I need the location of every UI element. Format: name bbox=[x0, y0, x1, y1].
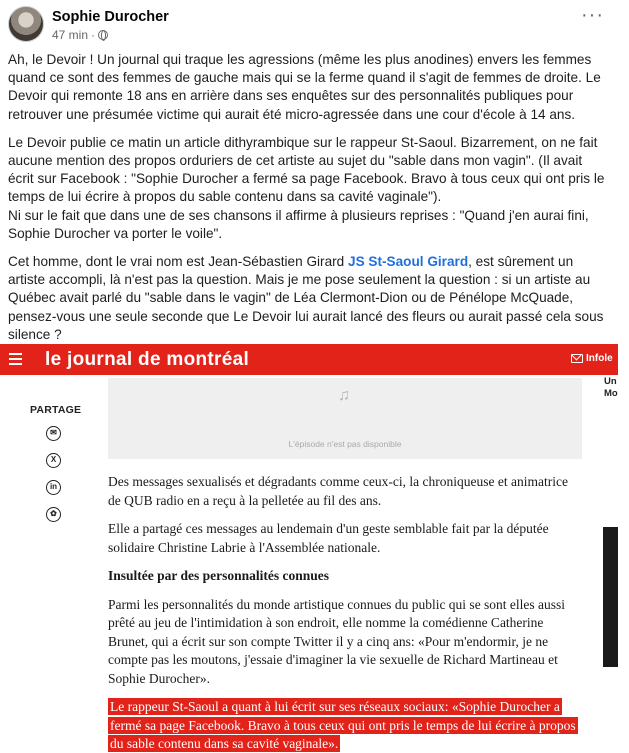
article-paragraph: Parmi les personnalités du monde artistique connues du public qui se sont elles aussi prêté au jeu de l'intimidation à son endroit, elle nomme la comédienne Catherine Brunet, qui a écrit sur son compte Twitter il y a cinq ans: «Pour m'endormir, je ne compte pas les moutons, j'essaie d'imaginer la vie sexuelle de Richard Martineau et Sophie Durocher». bbox=[108, 596, 566, 686]
article-paragraph: Elle a partagé ces messages au lendemain d'un geste semblable fait par la députée solidaire Christine Labrie à l'Assemblée nationale. bbox=[108, 521, 549, 555]
highlighted-quote: Le rappeur St-Saoul a quant à lui écrit sur ses réseaux sociaux: «Sophie Durocher a fermé sa page Facebook. Bravo à tous ceux qui ont pris le temps de lui écrire à propos du sable contenu dans sa cavité vaginale». bbox=[110, 699, 576, 751]
sidebar-clipped-text: Un Mo bbox=[604, 376, 618, 399]
site-header bbox=[0, 344, 618, 375]
post-meta bbox=[52, 28, 108, 42]
avatar[interactable] bbox=[8, 6, 44, 42]
post-text: , est sûrement un artiste accompli, là n'est pas la question. Mais je me pose seulement la question : si un artiste au Québec avait parlé du "sable dans le vagin" de Léa Clermont-Dion ou de Pénélope McQuade, pensez-vous une seule seconde que Le Devoir lui aurait lancé des fleurs ou aurait passé cela sous silence ? bbox=[8, 254, 604, 342]
menu-icon[interactable] bbox=[9, 353, 22, 365]
post-author[interactable]: Sophie Durocher bbox=[52, 9, 169, 25]
share-bluesky-icon[interactable]: ✿ bbox=[46, 507, 61, 522]
globe-icon bbox=[98, 30, 108, 40]
site-logo[interactable]: le journal de montréal bbox=[45, 349, 250, 370]
post-time[interactable]: 47 min bbox=[52, 28, 89, 42]
article-paragraph: Des messages sexualisés et dégradants comme ceux-ci, la chroniqueuse et animatrice de QUB radio en a reçu à la pelletée au fil des ans. bbox=[108, 474, 568, 508]
meta-separator: · bbox=[91, 28, 96, 42]
newsletter-label: Infole bbox=[586, 353, 613, 364]
audio-player[interactable] bbox=[108, 378, 582, 459]
share-label: PARTAGE bbox=[30, 404, 82, 416]
post-paragraph bbox=[8, 253, 608, 344]
profile-mention-link[interactable]: JS St-Saoul Girard bbox=[348, 254, 469, 270]
audio-unavailable-text: L'épisode n'est pas disponible bbox=[288, 439, 402, 449]
article-screenshot bbox=[0, 344, 618, 753]
newsletter-button[interactable] bbox=[571, 353, 613, 364]
mail-icon bbox=[571, 354, 583, 363]
music-note-icon: ♫ bbox=[338, 387, 350, 404]
post-text: Cet homme, dont le vrai nom est Jean-Sébastien Girard bbox=[8, 254, 349, 270]
share-email-icon[interactable]: ✉ bbox=[46, 426, 61, 441]
sidebar-ad bbox=[603, 527, 618, 667]
more-options-icon[interactable]: ··· bbox=[581, 4, 604, 26]
post-paragraph: Ni sur le fait que dans une de ses chansons il affirme à plusieurs reprises : "Quand j'en aurai fini, Sophie Durocher va porter le voile". bbox=[8, 207, 589, 241]
post-paragraph: Le Devoir publie ce matin un article dithyrambique sur le rappeur St-Saoul. Bizarrement, on ne fait aucune mention des propos orduriers de cet artiste au sujet du "sable dans mon vagin". (Il avait écrit sur Facebook : "Sophie Durocher a fermé sa page Facebook. Bravo à tous ceux qui ont pris le temps de lui écrire à propos du sable contenu dans sa cavité vaginale"). bbox=[8, 134, 605, 205]
article-body bbox=[108, 473, 578, 753]
facebook-post bbox=[0, 0, 618, 340]
article-subheading: Insultée par des personnalités connues bbox=[108, 568, 330, 583]
share-linkedin-icon[interactable]: in bbox=[46, 480, 61, 495]
post-body bbox=[8, 51, 608, 354]
post-paragraph: Ah, le Devoir ! Un journal qui traque les agressions (même les plus anodines) envers les femmes quand ce sont des femmes de gauche mais qui se la ferme quand il s'agit de femmes de droite. Le Devoir qui remonte 18 ans en arrière dans ses enquêtes sur des personnalités publiques pour retrouver une présumée victime qui aurait été micro-agressée dans une cour d'école à 14 ans. bbox=[8, 52, 601, 122]
share-x-icon[interactable]: X bbox=[46, 453, 61, 468]
article-highlight-paragraph bbox=[108, 698, 578, 753]
